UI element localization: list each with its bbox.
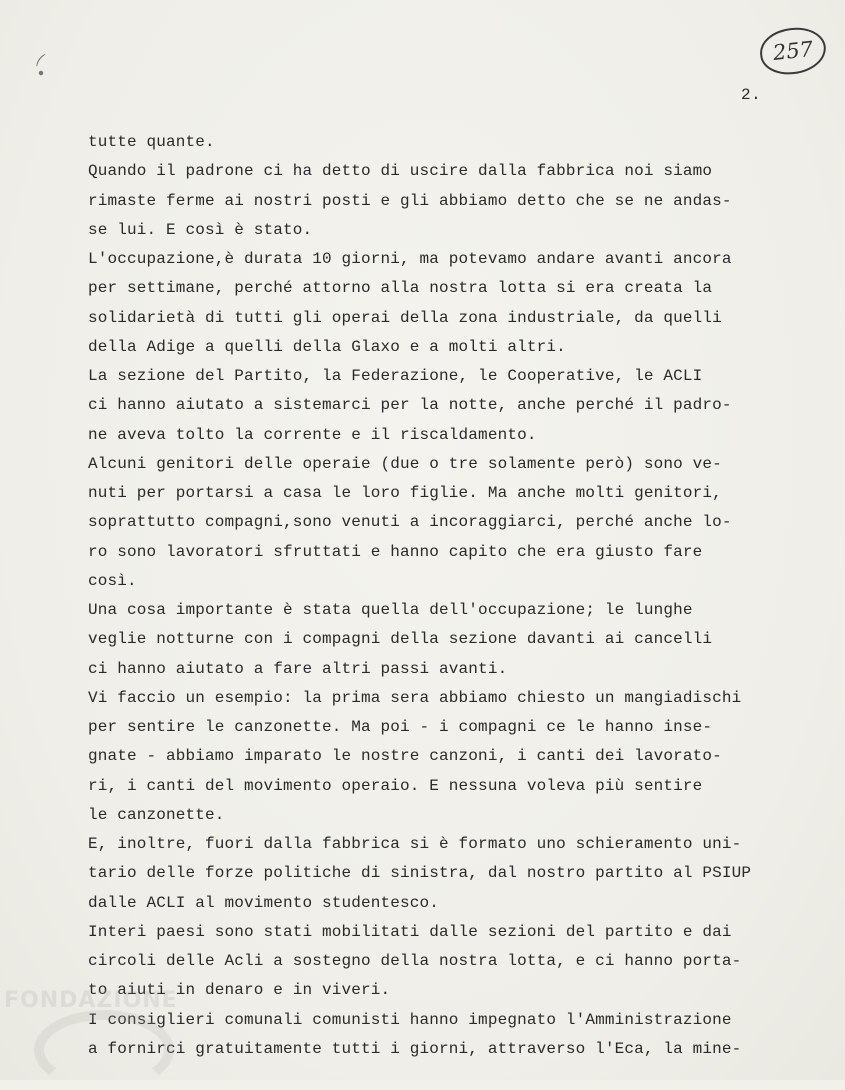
text-line: E, inoltre, fuori dalla fabbrica si è formato uno schieramento uni-	[88, 835, 742, 853]
text-line: rimaste ferme ai nostri posti e gli abbiamo detto che se ne andas-	[88, 191, 732, 210]
text-line: nuti per portarsi a casa le loro figlie. Ma anche molti genitori,	[88, 484, 722, 502]
text-line: solidarietà di tutti gli operai della zona industriale, da quelli	[88, 308, 722, 327]
text-line: Quando il padrone ci ha detto di uscire dalla fabbrica noi siamo	[88, 162, 713, 181]
text-line: della Adige a quelli della Glaxo e a molti altri.	[88, 337, 566, 356]
archive-number: 257	[771, 36, 815, 66]
text-line: tutte quante.	[88, 133, 215, 151]
text-line: ci hanno aiutato a fare altri passi avanti.	[88, 659, 508, 678]
text-line: La sezione del Partito, la Federazione, le Cooperative, le ACLI	[88, 367, 703, 385]
text-line: dalle ACLI al movimento studentesco.	[88, 893, 440, 912]
text-line: to aiuti in denaro e in viveri.	[88, 981, 391, 1000]
archive-number-stamp	[758, 25, 828, 78]
text-line: L'occupazione,è durata 10 giorni, ma potevamo andare avanti ancora	[88, 250, 732, 268]
text-line: I consiglieri comunali comunisti hanno impegnato l'Amministrazione	[88, 1010, 732, 1029]
text-line: ri, i canti del movimento operaio. E nessuna voleva più sentire	[88, 776, 703, 795]
text-line: Vi faccio un esempio: la prima sera abbiamo chiesto un mangiadischi	[88, 688, 742, 707]
text-line: Alcuni genitori delle operaie (due o tre solamente però) sono ve-	[88, 454, 722, 473]
text-line: per sentire le canzonette. Ma poi - i compagni ce le hanno inse-	[88, 718, 713, 736]
text-line: per settimane, perché attorno alla nostra lotta si era creata la	[88, 279, 713, 298]
text-line: le canzonette.	[88, 805, 225, 824]
text-line: Interi paesi sono stati mobilitati dalle sezioni del partito e dai	[88, 922, 732, 941]
margin-pencil-mark: ∙⁀	[30, 53, 59, 82]
watermark-text: FONDAZIONE	[4, 988, 178, 1013]
text-line: tario delle forze politiche di sinistra, dal nostro partito al PSIUP	[88, 864, 752, 883]
page-number: 2.	[741, 86, 762, 104]
text-line: a fornirci gratuitamente tutti i giorni, attraverso l'Eca, la mine-	[88, 1039, 742, 1058]
text-line: Una cosa importante è stata quella dell'occupazione; le lunghe	[88, 601, 693, 619]
text-line: così.	[88, 571, 137, 590]
text-line: veglie notturne con i compagni della sezione davanti ai cancelli	[88, 630, 713, 649]
text-line: ro sono lavoratori sfruttati e hanno capito che era giusto fare	[88, 542, 703, 561]
text-line: ne aveva tolto la corrente e il riscaldamento.	[88, 425, 537, 444]
typewritten-body	[88, 128, 788, 1064]
text-line: soprattutto compagni,sono venuti a incoraggiarci, perché anche lo-	[88, 513, 732, 532]
text-line: se lui. E così è stato.	[88, 220, 313, 239]
text-line: circoli delle Acli a sostegno della nostra lotta, e ci hanno porta-	[88, 952, 742, 970]
text-line: gnate - abbiamo imparato le nostre canzoni, i canti dei lavorato-	[88, 747, 722, 766]
text-line: ci hanno aiutato a sistemarci per la notte, anche perché il padro-	[88, 396, 732, 415]
